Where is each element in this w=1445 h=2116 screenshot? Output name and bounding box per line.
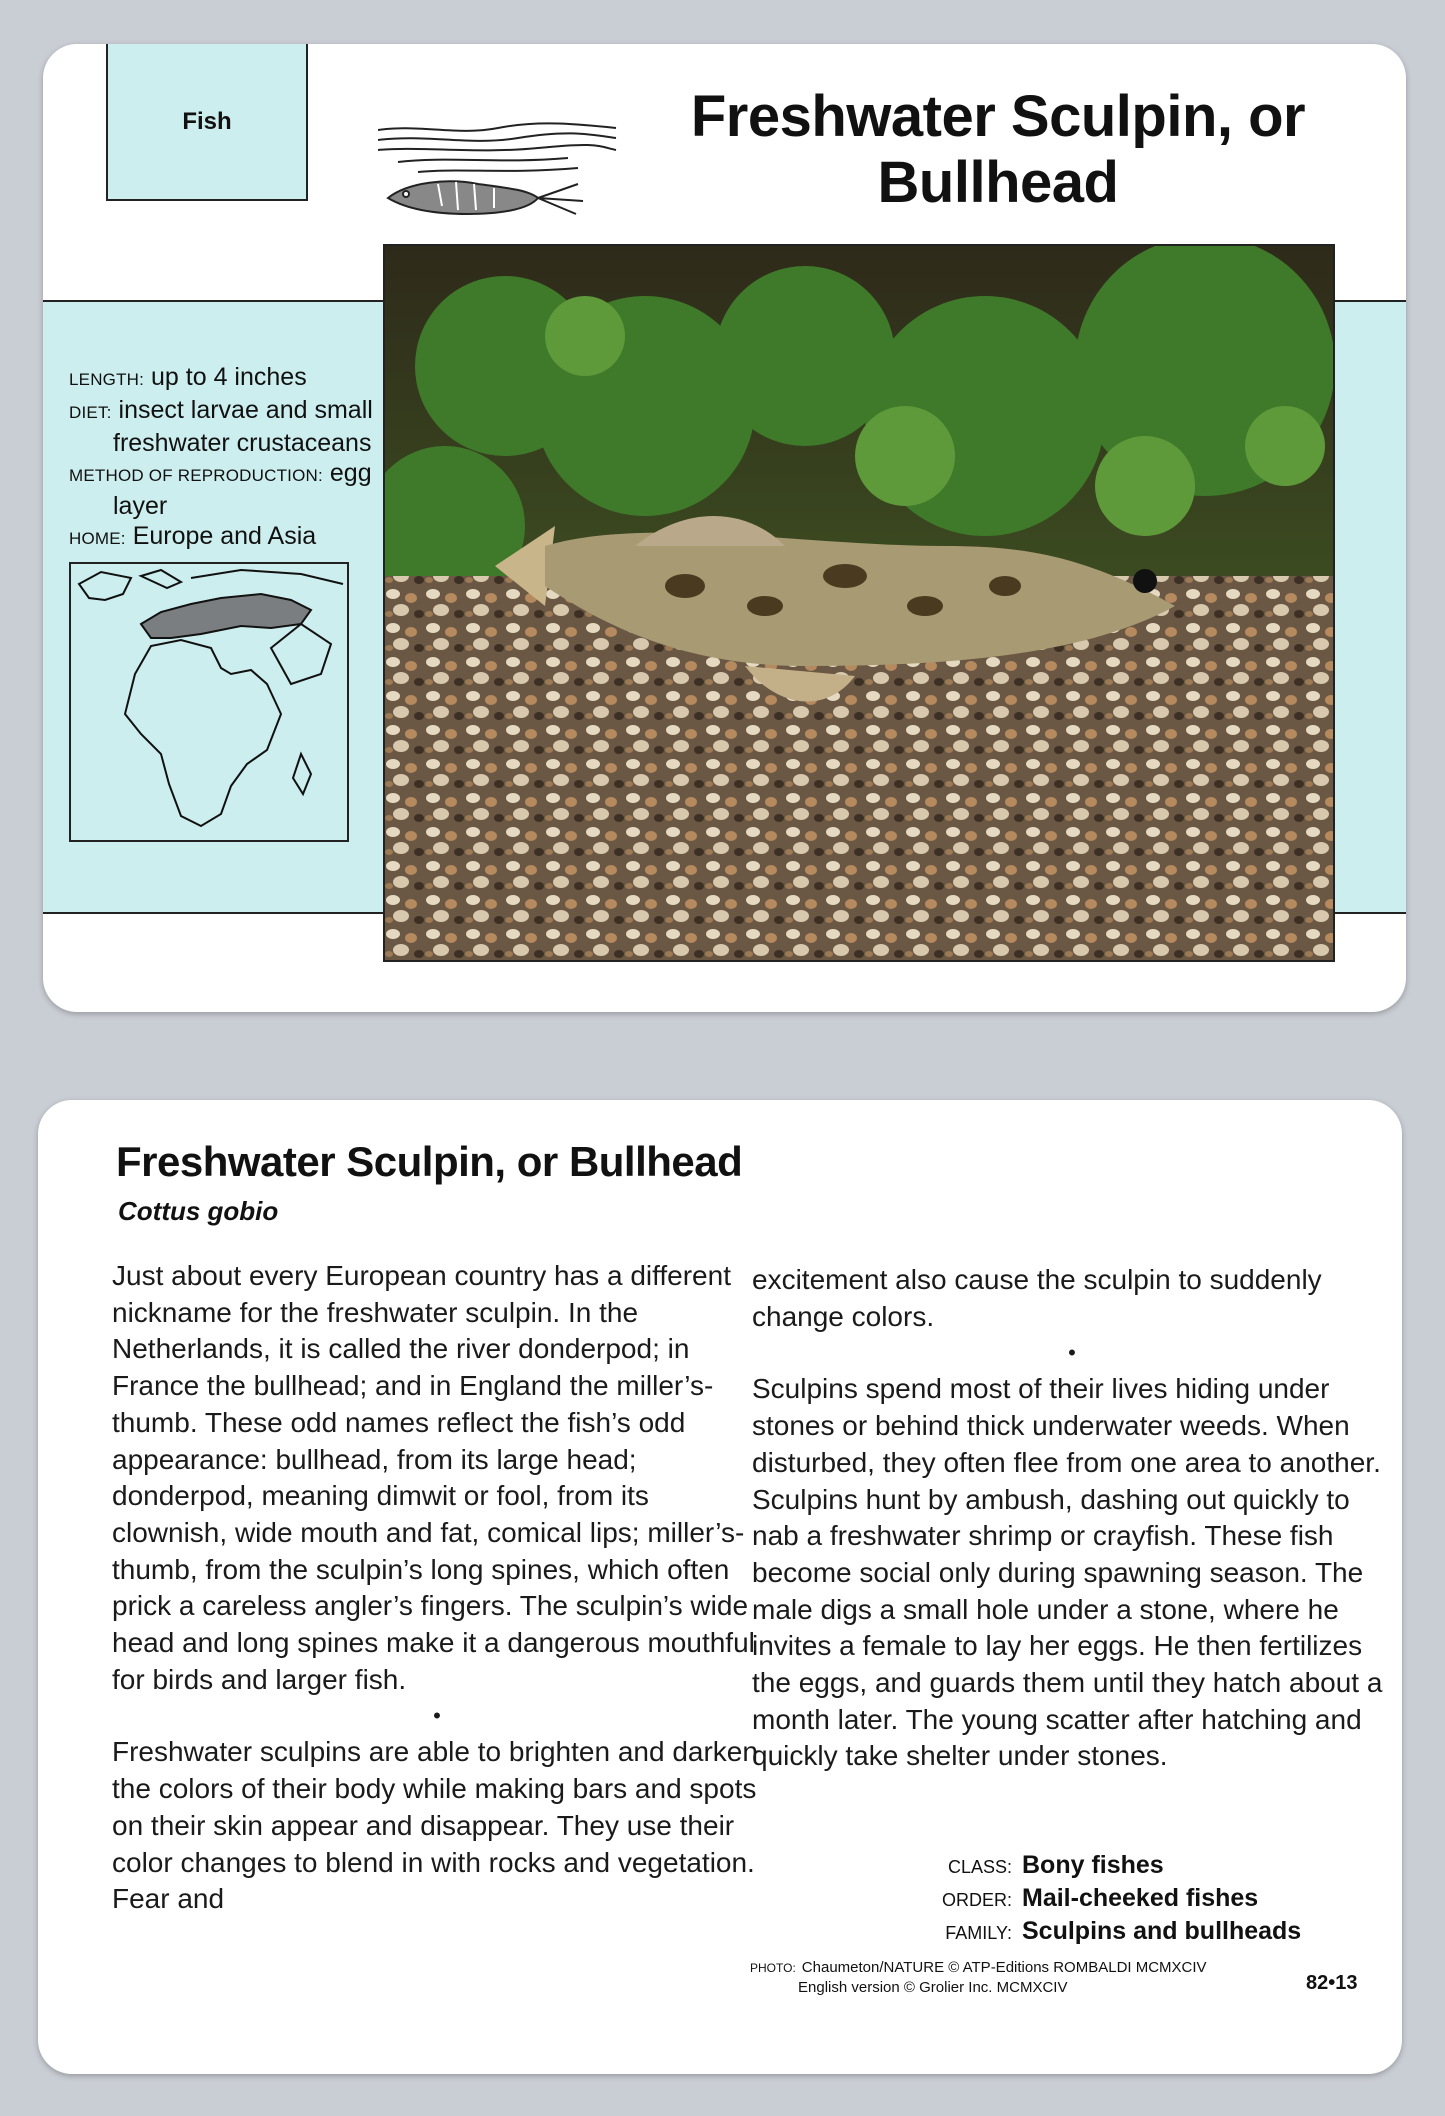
taxonomy-family-value: Sculpins and bullheads [1022, 1917, 1302, 1945]
photo-credit [750, 1958, 1207, 1997]
card-number: 82•13 [1306, 1972, 1358, 1994]
fact-reproduction [69, 458, 399, 521]
taxonomy [928, 1850, 1301, 1949]
fact-home [69, 521, 399, 554]
front-title-line2: Bullhead [877, 150, 1119, 215]
credit-line1: Chaumeton/NATURE © ATP-Editions ROMBALDI MCMXCIV [801, 1959, 1207, 1976]
taxonomy-order [928, 1883, 1301, 1916]
paragraph-behavior: Sculpins spend most of their lives hiding under stones or behind thick underwater weeds. When disturbed, they often flee from one area to another. Sculpins hunt by ambush, dashing out quickly to nab a freshwater shrimp or crayfish. These fish become social only during spawning season. The male digs a small hole under a stone, where he invites a female to lay her eggs. He then fertilizes the eggs, and guards them until they hatch about a month later. The young scatter after hatching and quickly take shelter under stones. [752, 1373, 1383, 1772]
credit-label: PHOTO: [750, 1961, 796, 1975]
fact-repro-label: METHOD OF REPRODUCTION: [69, 466, 323, 485]
back-title: Freshwater Sculpin, or Bullhead [116, 1138, 743, 1185]
taxonomy-class-label: CLASS: [947, 1857, 1012, 1877]
category-tab [106, 44, 308, 201]
fact-length-label: LENGTH: [69, 370, 145, 389]
fact-diet-value-cont: freshwater crustaceans [113, 429, 372, 457]
fact-length-value: up to 4 inches [151, 363, 307, 391]
text-column-left [112, 1258, 762, 1918]
sculpin-photo-image [385, 246, 1333, 960]
taxonomy-order-label: ORDER: [941, 1890, 1012, 1910]
paragraph-separator: • [433, 1703, 441, 1729]
card-front [43, 44, 1406, 1012]
paragraph-separator: • [1068, 1340, 1076, 1366]
fact-repro-value-cont: layer [113, 492, 168, 520]
sculpin-photo [383, 244, 1335, 962]
fact-home-label: HOME: [69, 529, 126, 548]
taxonomy-class-value: Bony fishes [1022, 1851, 1164, 1879]
front-title [603, 84, 1393, 216]
paragraph-colors: Freshwater sculpins are able to brighten and darken the colors of their body while making bars and spots on their skin appear and disappear. They use their color changes to blend in with rocks and vegetation. Fear and [112, 1736, 758, 1915]
taxonomy-order-value: Mail-cheeked fishes [1022, 1884, 1259, 1912]
scientific-name: Cottus gobio [118, 1196, 279, 1226]
category-label: Fish [182, 107, 232, 135]
fish-logo-icon [378, 106, 618, 256]
text-column-right [752, 1262, 1392, 1775]
fact-diet-label: DIET: [69, 403, 112, 422]
fact-diet-value: insect larvae and small [118, 396, 373, 424]
fact-home-value: Europe and Asia [132, 522, 317, 550]
taxonomy-family [928, 1916, 1301, 1949]
fact-repro-value: egg [329, 459, 372, 487]
facts-list [69, 362, 399, 554]
fact-length [69, 362, 399, 395]
fact-diet [69, 395, 399, 458]
taxonomy-class [928, 1850, 1301, 1883]
paragraph-nicknames: Just about every European country has a different nickname for the freshwater sculpin. In the Netherlands, it is called the river donderpod; in France the bullhead; and in England the miller’s-thumb. These odd names reflect the fish’s odd appearance: bullhead, from its large head; donderpod, meaning dimwit or fool, from its clownish, wide mouth and fat, comical lips; miller’s-thumb, from the sculpin’s long spines, which often prick a careless angler’s fingers. The sculpin’s wide head and long spines make it a dangerous mouthful for birds and larger fish. [112, 1260, 755, 1695]
front-title-line1: Freshwater Sculpin, or [690, 84, 1306, 149]
paragraph-colors-cont: excitement also cause the sculpin to suddenly change colors. [752, 1264, 1322, 1332]
range-map [69, 562, 349, 842]
world-map-icon [71, 564, 347, 840]
taxonomy-family-label: FAMILY: [945, 1923, 1012, 1943]
card-back [38, 1100, 1402, 2074]
credit-line2: English version © Grolier Inc. MCMXCIV [798, 1979, 1068, 1996]
